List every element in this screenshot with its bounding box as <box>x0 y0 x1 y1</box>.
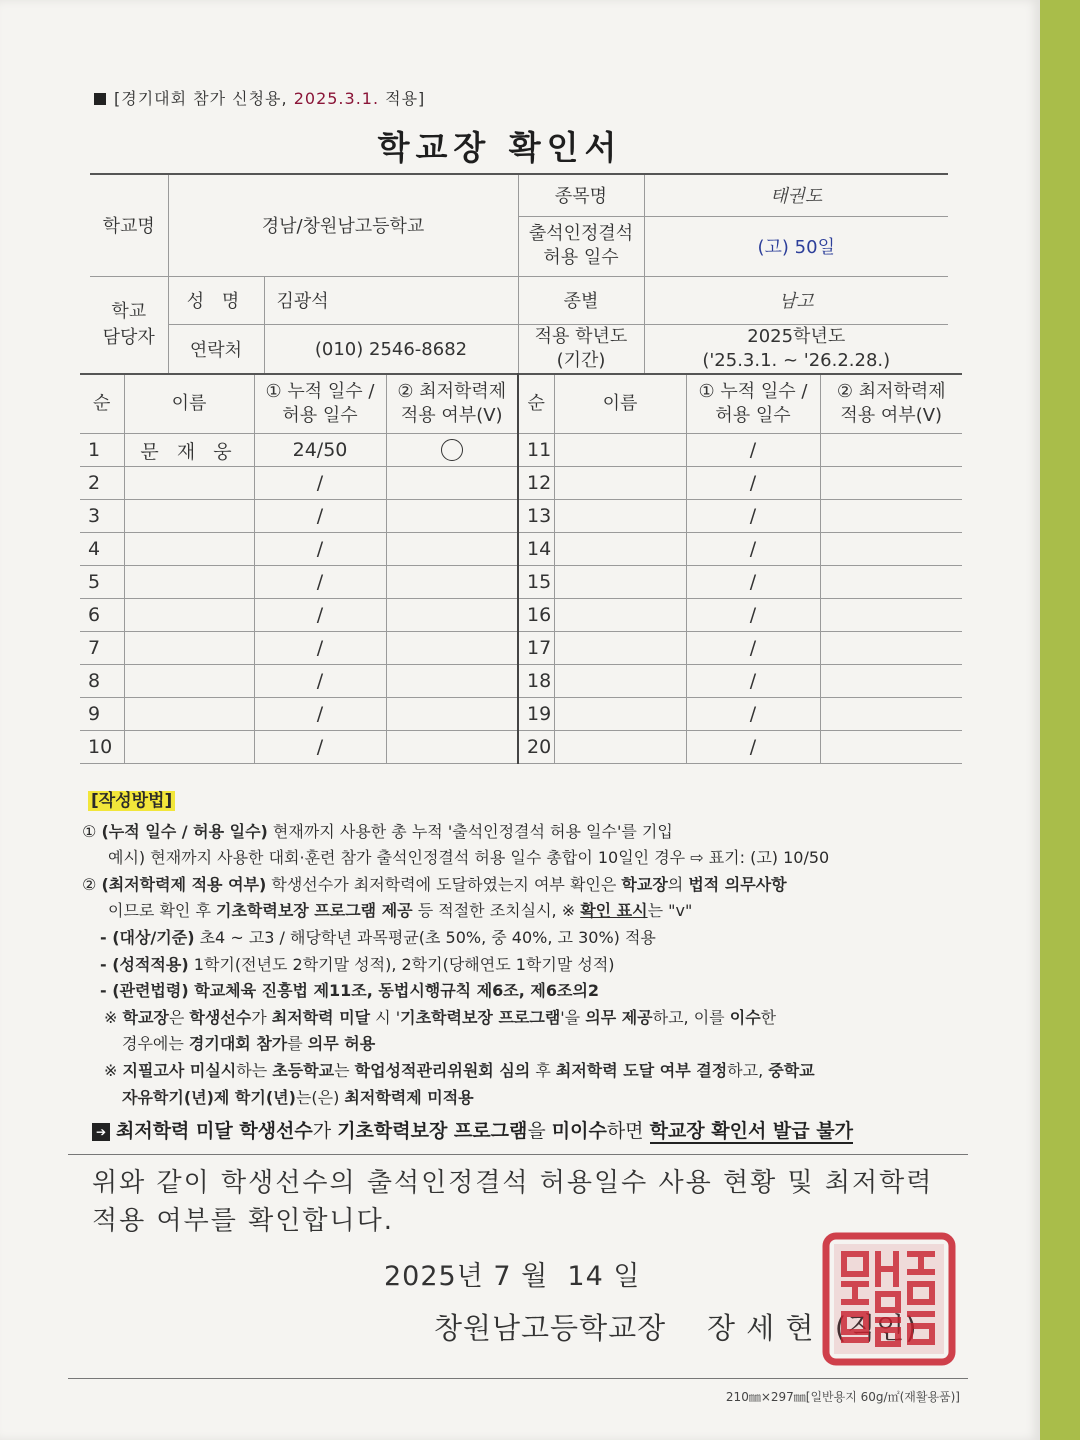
guide-text: '을 <box>560 1007 586 1027</box>
guide-bold: 최저학력 미달 <box>271 1007 371 1027</box>
guide-text: 경우에는 <box>122 1034 189 1054</box>
row-min-check <box>820 533 962 566</box>
official-seal-icon <box>822 1232 956 1366</box>
notice-text: 최저학력 미달 학생선수 <box>116 1120 313 1142</box>
header-days-right <box>686 374 820 434</box>
guide-bold: - (대상/기준) <box>100 927 195 947</box>
guide-text: ※ <box>104 1007 123 1027</box>
row-days: / <box>686 533 820 566</box>
year-value-line2: ('25.3.1. ~ '26.2.28.) <box>702 350 891 371</box>
row-days: / <box>254 698 386 731</box>
row-name <box>124 599 254 632</box>
row-no: 13 <box>518 500 554 533</box>
roster-header-row <box>80 374 962 434</box>
type-value: 남고 <box>644 276 948 324</box>
row-name <box>554 566 686 599</box>
square-bullet-icon <box>94 93 106 105</box>
row-no: 12 <box>518 467 554 500</box>
row-days: 24/50 <box>254 434 386 467</box>
row-name <box>554 434 686 467</box>
header-days-left <box>254 374 386 434</box>
row-min-check <box>820 632 962 665</box>
guide-num: ① <box>82 821 97 841</box>
row-no: 9 <box>80 698 124 731</box>
guide-line <box>82 898 972 925</box>
header-days-right-line2: 허용 일수 <box>715 405 791 426</box>
row-min-check <box>820 599 962 632</box>
guide-num: ② <box>82 874 97 894</box>
header-days-right-line1: ① 누적 일수 / <box>698 381 808 402</box>
guide-bold: 기초학력보장 프로그램 제공 <box>216 901 413 921</box>
guide-bold: 학교체육 진흥법 제11조, 동법시행규칙 제6조, 제6조의2 <box>188 981 600 1001</box>
guide-line <box>82 872 972 899</box>
guide-bold: 학생선수 <box>189 1007 252 1027</box>
guide-bold: 최저학력 도달 여부 결정 <box>555 1060 728 1080</box>
row-no: 8 <box>80 665 124 698</box>
row-name <box>554 698 686 731</box>
header-min-left <box>386 374 518 434</box>
header-min-right <box>820 374 962 434</box>
table-row <box>80 566 962 599</box>
row-min-check <box>386 467 518 500</box>
guide-bold: 의무 허용 <box>307 1034 376 1054</box>
row-no: 11 <box>518 434 554 467</box>
row-min-check <box>820 731 962 764</box>
paper-spec: 210㎜×297㎜[일반용지 60g/㎡(재활용품)] <box>725 1390 960 1404</box>
notice-text: 가 <box>312 1120 338 1142</box>
row-name <box>554 665 686 698</box>
row-min-check <box>386 698 518 731</box>
row-min-check <box>386 665 518 698</box>
row-name <box>554 731 686 764</box>
row-name <box>124 632 254 665</box>
header-name-left: 이름 <box>124 374 254 434</box>
school-label: 학교명 <box>90 174 168 276</box>
background-edge <box>1040 0 1080 1440</box>
row-name <box>554 632 686 665</box>
row-no: 20 <box>518 731 554 764</box>
header-days-left-line1: ① 누적 일수 / <box>265 381 375 402</box>
row-no: 16 <box>518 599 554 632</box>
absence-value: (고) 50일 <box>644 216 948 276</box>
row-name <box>124 566 254 599</box>
header-name-right: 이름 <box>554 374 686 434</box>
row-days: / <box>254 533 386 566</box>
row-no: 7 <box>80 632 124 665</box>
guide-line <box>82 819 972 846</box>
divider <box>68 1378 968 1379</box>
guide-text: 를 <box>287 1034 308 1054</box>
row-days: / <box>254 599 386 632</box>
guide-bold: (최저학력제 적용 여부) <box>101 874 267 894</box>
row-days: / <box>686 566 820 599</box>
circle-mark-icon <box>441 439 463 461</box>
row-days: / <box>686 599 820 632</box>
row-days: / <box>686 731 820 764</box>
row-days: / <box>686 500 820 533</box>
manager-label-line2: 담당자 <box>102 327 155 348</box>
row-no: 6 <box>80 599 124 632</box>
row-name: 문 재 웅 <box>124 434 254 467</box>
row-name <box>124 467 254 500</box>
row-name <box>554 500 686 533</box>
row-no: 19 <box>518 698 554 731</box>
table-row <box>80 632 962 665</box>
row-days: / <box>686 434 820 467</box>
guide-bold: 학교장 <box>621 874 668 894</box>
year-label-line2: (기간) <box>556 350 606 371</box>
guide-bold: 기초학력보장 프로그램 <box>400 1007 561 1027</box>
row-min-check <box>386 632 518 665</box>
top-note-suffix: 적용] <box>379 89 426 108</box>
table-row <box>80 599 962 632</box>
guide-bold: 법적 의무사항 <box>688 874 787 894</box>
arrow-box-icon: ➔ <box>92 1123 110 1141</box>
notice-text: 학교장 확인서 발급 불가 <box>649 1120 853 1142</box>
divider <box>68 1154 968 1155</box>
table-row <box>80 434 962 467</box>
header-days-left-line2: 허용 일수 <box>282 405 358 426</box>
row-min-check <box>386 566 518 599</box>
guide-text: 이므로 확인 후 <box>108 901 216 921</box>
guide-bold: 중학교 <box>768 1060 815 1080</box>
header-min-left-line1: ② 최저학력제 <box>397 381 507 402</box>
row-days: / <box>254 566 386 599</box>
event-value: 태권도 <box>644 174 948 216</box>
row-min-check <box>386 434 518 467</box>
guide-text: 한 <box>760 1007 777 1027</box>
row-min-check <box>386 533 518 566</box>
row-no: 17 <box>518 632 554 665</box>
row-name <box>124 500 254 533</box>
guide-text: 시 ' <box>370 1007 401 1027</box>
absence-label-line1: 출석인정결석 <box>528 223 634 244</box>
row-name <box>554 533 686 566</box>
guide-section <box>82 788 972 1111</box>
row-days: / <box>254 467 386 500</box>
guide-text: 는 <box>334 1060 355 1080</box>
row-min-check <box>820 665 962 698</box>
row-name <box>124 698 254 731</box>
row-no: 18 <box>518 665 554 698</box>
row-name <box>124 731 254 764</box>
name-value: 김광석 <box>264 276 518 324</box>
guide-line <box>82 1058 972 1085</box>
top-note-prefix: [경기대회 참가 신청용, <box>114 89 294 108</box>
row-no: 5 <box>80 566 124 599</box>
type-label: 종별 <box>518 276 644 324</box>
issue-date: 2025년 7 월 14 일 <box>384 1261 641 1292</box>
year-value <box>644 324 948 374</box>
guide-line <box>82 845 972 872</box>
notice-line <box>92 1116 853 1143</box>
row-no: 2 <box>80 467 124 500</box>
guide-line <box>82 952 972 979</box>
guide-line <box>82 978 972 1005</box>
guide-line <box>82 925 972 952</box>
guide-bold: 학업성적관리위원회 심의 <box>354 1060 531 1080</box>
row-name <box>554 467 686 500</box>
row-days: / <box>254 665 386 698</box>
row-min-check <box>386 599 518 632</box>
table-row <box>80 665 962 698</box>
guide-text: 는 "v" <box>647 901 693 921</box>
guide-line <box>82 1085 972 1112</box>
notice-text: 을 <box>527 1120 552 1142</box>
row-name <box>554 599 686 632</box>
guide-text: 하고, 이를 <box>652 1007 730 1027</box>
row-no: 10 <box>80 731 124 764</box>
guide-text: 는(은) <box>295 1087 345 1107</box>
row-name <box>124 665 254 698</box>
row-days: / <box>254 632 386 665</box>
header-no-left: 순 <box>80 374 124 434</box>
guide-text: 현재까지 사용한 총 누적 '출석인정결석 허용 일수'를 기입 <box>267 821 673 841</box>
notice-text: 기초학력보장 프로그램 <box>337 1120 528 1142</box>
manager-label <box>90 276 168 374</box>
guide-bold: (누적 일수 / 허용 일수) <box>101 821 268 841</box>
row-min-check <box>820 566 962 599</box>
row-name <box>124 533 254 566</box>
document-title: 학교장 확인서 <box>377 128 623 167</box>
absence-label-line2: 허용 일수 <box>543 247 619 268</box>
signer-line: 창원남고등학교장 장 세 현 (직인) <box>434 1311 918 1345</box>
guide-text: 예시) 현재까지 사용한 대회·훈련 참가 출석인정결석 허용 일수 총합이 10일인 경우 ⇨ 표기: (고) 10/50 <box>108 848 830 868</box>
guide-text: ※ <box>104 1060 123 1080</box>
header-no-right: 순 <box>518 374 554 434</box>
row-no: 14 <box>518 533 554 566</box>
guide-bold: 이수 <box>729 1007 761 1027</box>
row-min-check <box>386 500 518 533</box>
table-row <box>80 533 962 566</box>
year-label-line1: 적용 학년도 <box>534 326 628 347</box>
row-days: / <box>686 632 820 665</box>
contact-value: (010) 2546-8682 <box>264 324 518 374</box>
year-value-line1: 2025학년도 <box>747 326 846 347</box>
header-min-right-line2: 적용 여부(V) <box>840 405 943 426</box>
table-row <box>80 500 962 533</box>
guide-text: 은 <box>168 1007 190 1027</box>
row-min-check <box>820 467 962 500</box>
row-min-check <box>820 500 962 533</box>
row-no: 4 <box>80 533 124 566</box>
manager-label-line1: 학교 <box>111 301 147 322</box>
guide-heading: [작성방법] <box>88 791 175 811</box>
header-min-left-line2: 적용 여부(V) <box>400 405 503 426</box>
table-row <box>80 467 962 500</box>
confirmation-statement: 위와 같이 학생선수의 출석인정결석 허용일수 사용 현황 및 최저학력 적용 여부를 확인합니다. <box>92 1168 934 1236</box>
row-min-check <box>820 434 962 467</box>
guide-bold: 초등학교 <box>272 1060 335 1080</box>
notice-text: 하면 <box>606 1120 650 1142</box>
guide-text: 후 <box>530 1060 556 1080</box>
school-value: 경남/창원남고등학교 <box>168 174 518 276</box>
name-label: 성 명 <box>168 276 264 324</box>
absence-label <box>518 216 644 276</box>
guide-line <box>82 1031 972 1058</box>
year-label <box>518 324 644 374</box>
guide-bold: 최저학력제 미적용 <box>344 1087 474 1107</box>
guide-bold: 확인 표시 <box>580 901 648 921</box>
guide-text: 1학기(전년도 2학기말 성적), 2학기(당해연도 1학기말 성적) <box>188 954 615 974</box>
info-table <box>90 173 948 375</box>
row-no: 1 <box>80 434 124 467</box>
guide-text: 등 적절한 조치실시, ※ <box>412 901 581 921</box>
guide-bold: 지필고사 미실시 <box>122 1060 237 1080</box>
roster-table <box>80 373 962 764</box>
table-row <box>80 731 962 764</box>
guide-bold: 경기대회 참가 <box>188 1034 288 1054</box>
guide-text: 가 <box>251 1007 272 1027</box>
guide-text: 초4 ~ 고3 / 해당학년 과목평균(초 50%, 중 40%, 고 30%) 적용 <box>194 927 656 947</box>
guide-line <box>82 1005 972 1032</box>
row-days: / <box>686 467 820 500</box>
header-min-right-line1: ② 최저학력제 <box>836 381 946 402</box>
guide-text: 하는 <box>236 1060 273 1080</box>
row-min-check <box>820 698 962 731</box>
row-no: 3 <box>80 500 124 533</box>
guide-bold: - (관련법령) <box>100 981 189 1001</box>
row-days: / <box>686 665 820 698</box>
guide-text: 하고, <box>727 1060 769 1080</box>
guide-bold: - (성적적용) <box>100 954 189 974</box>
top-note <box>94 86 425 109</box>
contact-label: 연락처 <box>168 324 264 374</box>
row-no: 15 <box>518 566 554 599</box>
guide-bold: 학교장 <box>122 1007 169 1027</box>
event-label: 종목명 <box>518 174 644 216</box>
guide-bold: 의무 제공 <box>585 1007 653 1027</box>
guide-text: 의 <box>667 874 689 894</box>
guide-bold: 자유학기(년)제 학기(년) <box>122 1087 296 1107</box>
guide-text: 학생선수가 최저학력에 도달하였는지 여부 확인은 <box>266 874 622 894</box>
top-note-date: 2025.3.1. <box>293 89 380 108</box>
notice-text: 미이수 <box>551 1120 607 1142</box>
row-days: / <box>686 698 820 731</box>
row-min-check <box>386 731 518 764</box>
table-row <box>80 698 962 731</box>
row-days: / <box>254 731 386 764</box>
row-days: / <box>254 500 386 533</box>
